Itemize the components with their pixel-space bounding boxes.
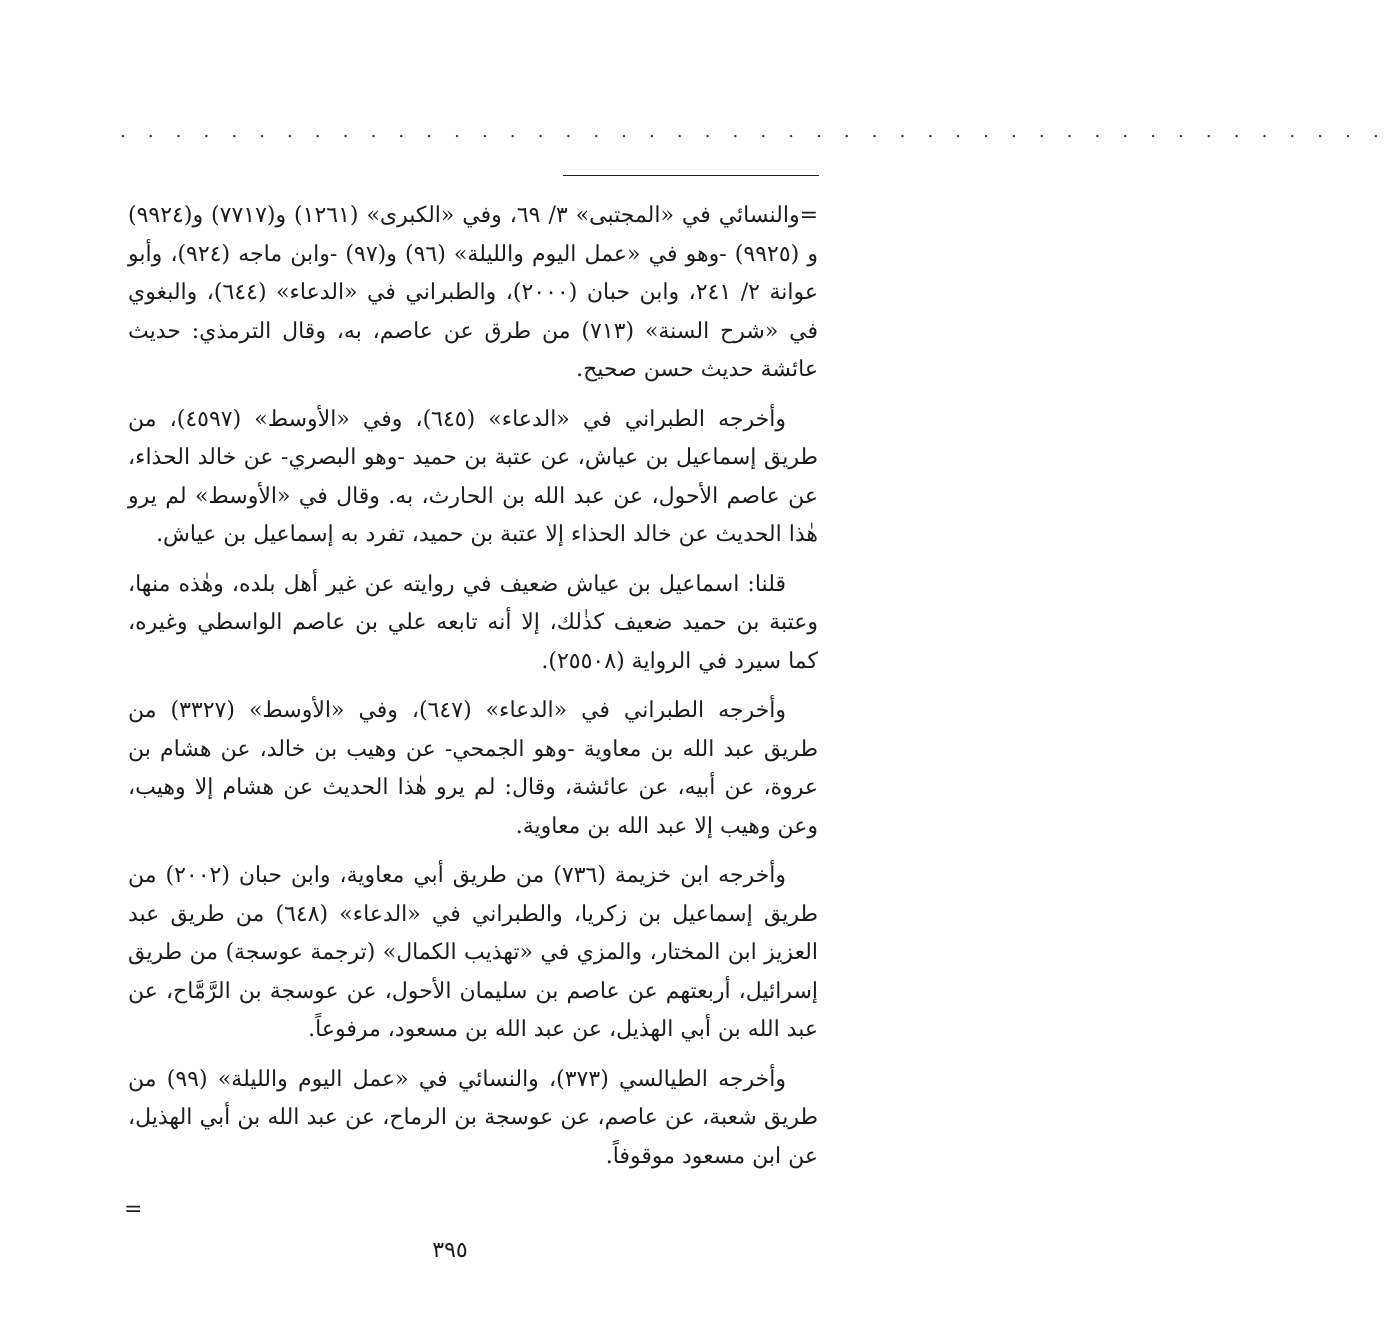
- paragraph: قلنا: اسماعيل بن عياش ضعيف في روايته عن غير أهل بلده، وهٰذه منها، وعتبة بن حميد ضعيف كذٰلك، إلا أنه تابعه علي بن عاصم الواسطي وغيره، كما سيرد في الرواية (٢٥٥٠٨).: [128, 571, 818, 674]
- paragraph-continuation: =والنسائي في «المجتبى» ٣/ ٦٩، وفي «الكبرى» (١٢٦١) و(٧٧١٧) و(٩٩٢٤) و (٩٩٢٥) -وهو في «عمل اليوم والليلة» (٩٦) و(٩٧) -وابن ماجه (٩٢٤)، وأبو عوانة ٢/ ٢٤١، وابن حبان (٢٠٠٠)، والطبراني في «الدعاء» (٦٤٤)، والبغوي في «شرح السنة» (٧١٣) من طرق عن عاصم، به، وقال الترمذي: حديث عائشة حديث حسن صحيح.: [128, 203, 819, 382]
- footnote-text: [128, 197, 818, 1187]
- paragraph: وأخرجه الطبراني في «الدعاء» (٦٤٥)، وفي «الأوسط» (٤٥٩٧)، من طريق إسماعيل بن عياش، عن عتبة بن حميد -وهو البصري- عن خالد الحذاء، عن عاصم الأحول، عن عبد الله بن الحارث، به. وقال في «الأوسط» لم يرو هٰذا الحديث عن خالد الحذاء إلا عتبة بن حميد، تفرد به إسماعيل بن عياش.: [128, 406, 818, 547]
- page-number: ٣٩٥: [432, 1238, 468, 1263]
- paragraph: وأخرجه الطبراني في «الدعاء» (٦٤٧)، وفي «الأوسط» (٣٣٢٧) من طريق عبد الله بن معاوية -وهو الجمحي- عن وهيب بن خالد، عن هشام بن عروة، عن أبيه، عن عائشة، وقال: لم يرو هٰذا الحديث عن هشام إلا وهيب، وعن وهيب إلا عبد الله بن معاوية.: [128, 698, 818, 839]
- continuation-mark: =: [124, 1197, 143, 1222]
- paragraph: وأخرجه الطيالسي (٣٧٣)، والنسائي في «عمل اليوم والليلة» (٩٩) من طريق شعبة، عن عاصم، عن عوسجة بن الرماح، عن عبد الله بن أبي الهذيل، عن ابن مسعود موقوفاً.: [128, 1066, 818, 1169]
- paragraph: وأخرجه ابن خزيمة (٧٣٦) من طريق أبي معاوية، وابن حبان (٢٠٠٢) من طريق إسماعيل بن زكريا، والطبراني في «الدعاء» (٦٤٨) من طريق عبد العزيز ابن المختار، والمزي في «تهذيب الكمال» (ترجمة عوسجة) من طريق إسرائيل، أربعتهم عن عاصم بن سليمان الأحول، عن عوسجة بن الرَّمَّاح، عن عبد الله بن أبي الهذيل، عن عبد الله بن مسعود، مرفوعاً.: [128, 863, 818, 1042]
- footnote-rule: [563, 175, 819, 176]
- dotted-separator: . . . . . . . . . . . . . . . . . . . . . . . . . . . . . . . . . . . . . . . . . . . . . .: [120, 121, 1387, 142]
